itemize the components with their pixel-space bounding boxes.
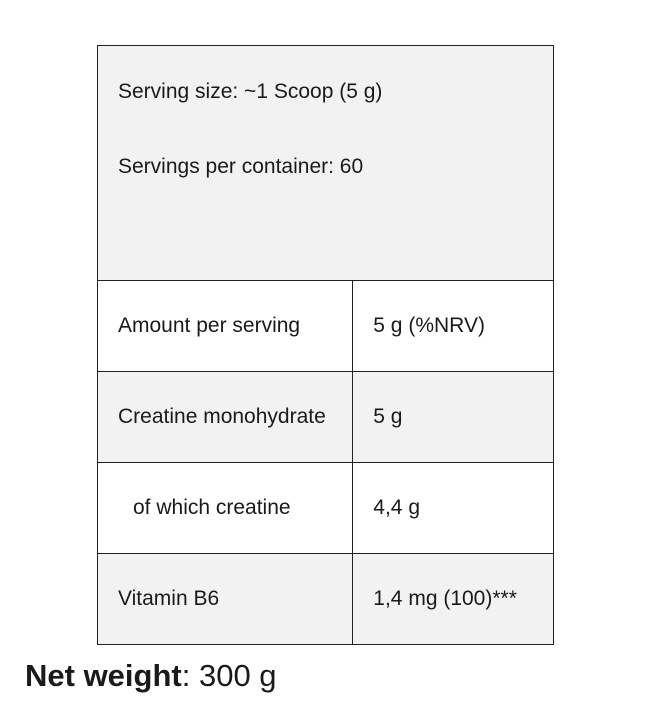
- serving-info-cell: [98, 46, 554, 281]
- nutrient-name-cell: Vitamin B6: [98, 554, 353, 645]
- table-row: [98, 463, 554, 554]
- servings-per-container-text: Servings per container: 60: [118, 155, 364, 178]
- table-row: [98, 372, 554, 463]
- nutrient-value-cell: 5 g: [353, 372, 554, 463]
- nutrient-name-cell: Creatine monohydrate: [98, 372, 353, 463]
- nutrient-value-cell: 4,4 g: [353, 463, 554, 554]
- serving-size-text: Serving size: ~1 Scoop (5 g): [118, 80, 383, 103]
- net-weight-label: Net weight: [25, 658, 182, 693]
- net-weight-value: : 300 g: [181, 658, 277, 693]
- nutrient-value-cell: 1,4 mg (100)***: [353, 554, 554, 645]
- nutrient-name-cell: of which creatine: [98, 463, 353, 554]
- table-row: [98, 281, 554, 372]
- serving-info-row: [98, 46, 554, 281]
- nutrition-facts-table: [97, 45, 554, 645]
- nutrient-value-cell: 5 g (%NRV): [353, 281, 554, 372]
- table-row: [98, 554, 554, 645]
- net-weight: [25, 658, 277, 694]
- nutrient-name-cell: Amount per serving: [98, 281, 353, 372]
